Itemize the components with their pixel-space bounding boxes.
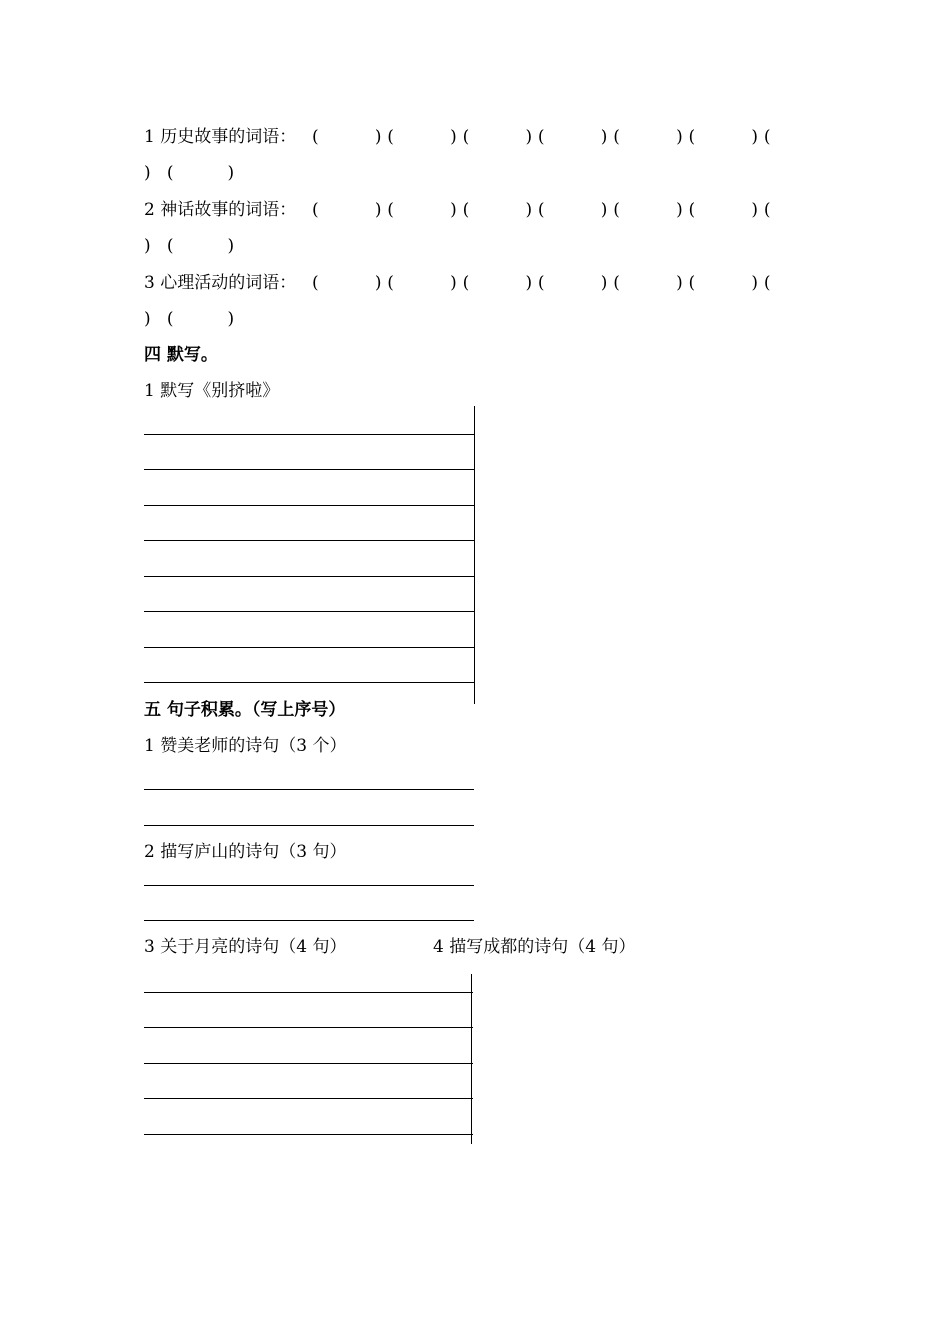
writing-line[interactable] bbox=[144, 885, 474, 886]
vocab-item-3-blanks[interactable]: ( ) ( ) ( ) ( ) ( ) ( ) ( bbox=[312, 273, 771, 293]
vocab-item-3-label: 3 心理活动的词语： bbox=[144, 273, 297, 293]
section-5-item-3: 3 关于月亮的诗句（4 句） bbox=[144, 937, 347, 957]
vocab-item-3-blanks-cont[interactable]: ) ( ) bbox=[144, 309, 235, 329]
writing-line[interactable] bbox=[144, 434, 475, 435]
writing-line[interactable] bbox=[144, 825, 474, 826]
writing-line[interactable] bbox=[144, 647, 475, 648]
writing-line[interactable] bbox=[144, 540, 475, 541]
writing-line[interactable] bbox=[144, 1027, 473, 1028]
writing-line[interactable] bbox=[144, 920, 474, 921]
writing-line[interactable] bbox=[144, 505, 475, 506]
writing-line[interactable] bbox=[144, 992, 473, 993]
writing-line[interactable] bbox=[144, 611, 475, 612]
writing-line[interactable] bbox=[144, 789, 474, 790]
writing-line[interactable] bbox=[144, 1098, 473, 1099]
section-5-heading: 五 句子积累。（写上序号） bbox=[144, 700, 346, 720]
vocab-item-1-label: 1 历史故事的词语： bbox=[144, 127, 297, 147]
vocab-item-1-blanks[interactable]: ( ) ( ) ( ) ( ) ( ) ( ) ( bbox=[312, 127, 771, 147]
writing-line[interactable] bbox=[144, 469, 475, 470]
section-5-item-1: 1 赞美老师的诗句（3 个） bbox=[144, 736, 347, 756]
vocab-item-2-blanks[interactable]: ( ) ( ) ( ) ( ) ( ) ( ) ( bbox=[312, 200, 771, 220]
writing-line[interactable] bbox=[144, 682, 475, 683]
vocab-item-2-blanks-cont[interactable]: ) ( ) bbox=[144, 236, 235, 256]
writing-line[interactable] bbox=[144, 1134, 473, 1135]
section-5-item-4: 4 描写成都的诗句（4 句） bbox=[433, 937, 636, 957]
vocab-item-1-blanks-cont[interactable]: ) ( ) bbox=[144, 163, 235, 183]
writing-area-margin bbox=[471, 974, 472, 1144]
vocab-item-2-label: 2 神话故事的词语： bbox=[144, 200, 297, 220]
section-4-item-1: 1 默写《别挤啦》 bbox=[144, 381, 280, 401]
writing-line[interactable] bbox=[144, 1063, 473, 1064]
writing-area-margin bbox=[474, 406, 475, 704]
writing-line[interactable] bbox=[144, 576, 475, 577]
section-4-heading: 四 默写。 bbox=[144, 345, 218, 365]
section-5-item-2: 2 描写庐山的诗句（3 句） bbox=[144, 842, 347, 862]
